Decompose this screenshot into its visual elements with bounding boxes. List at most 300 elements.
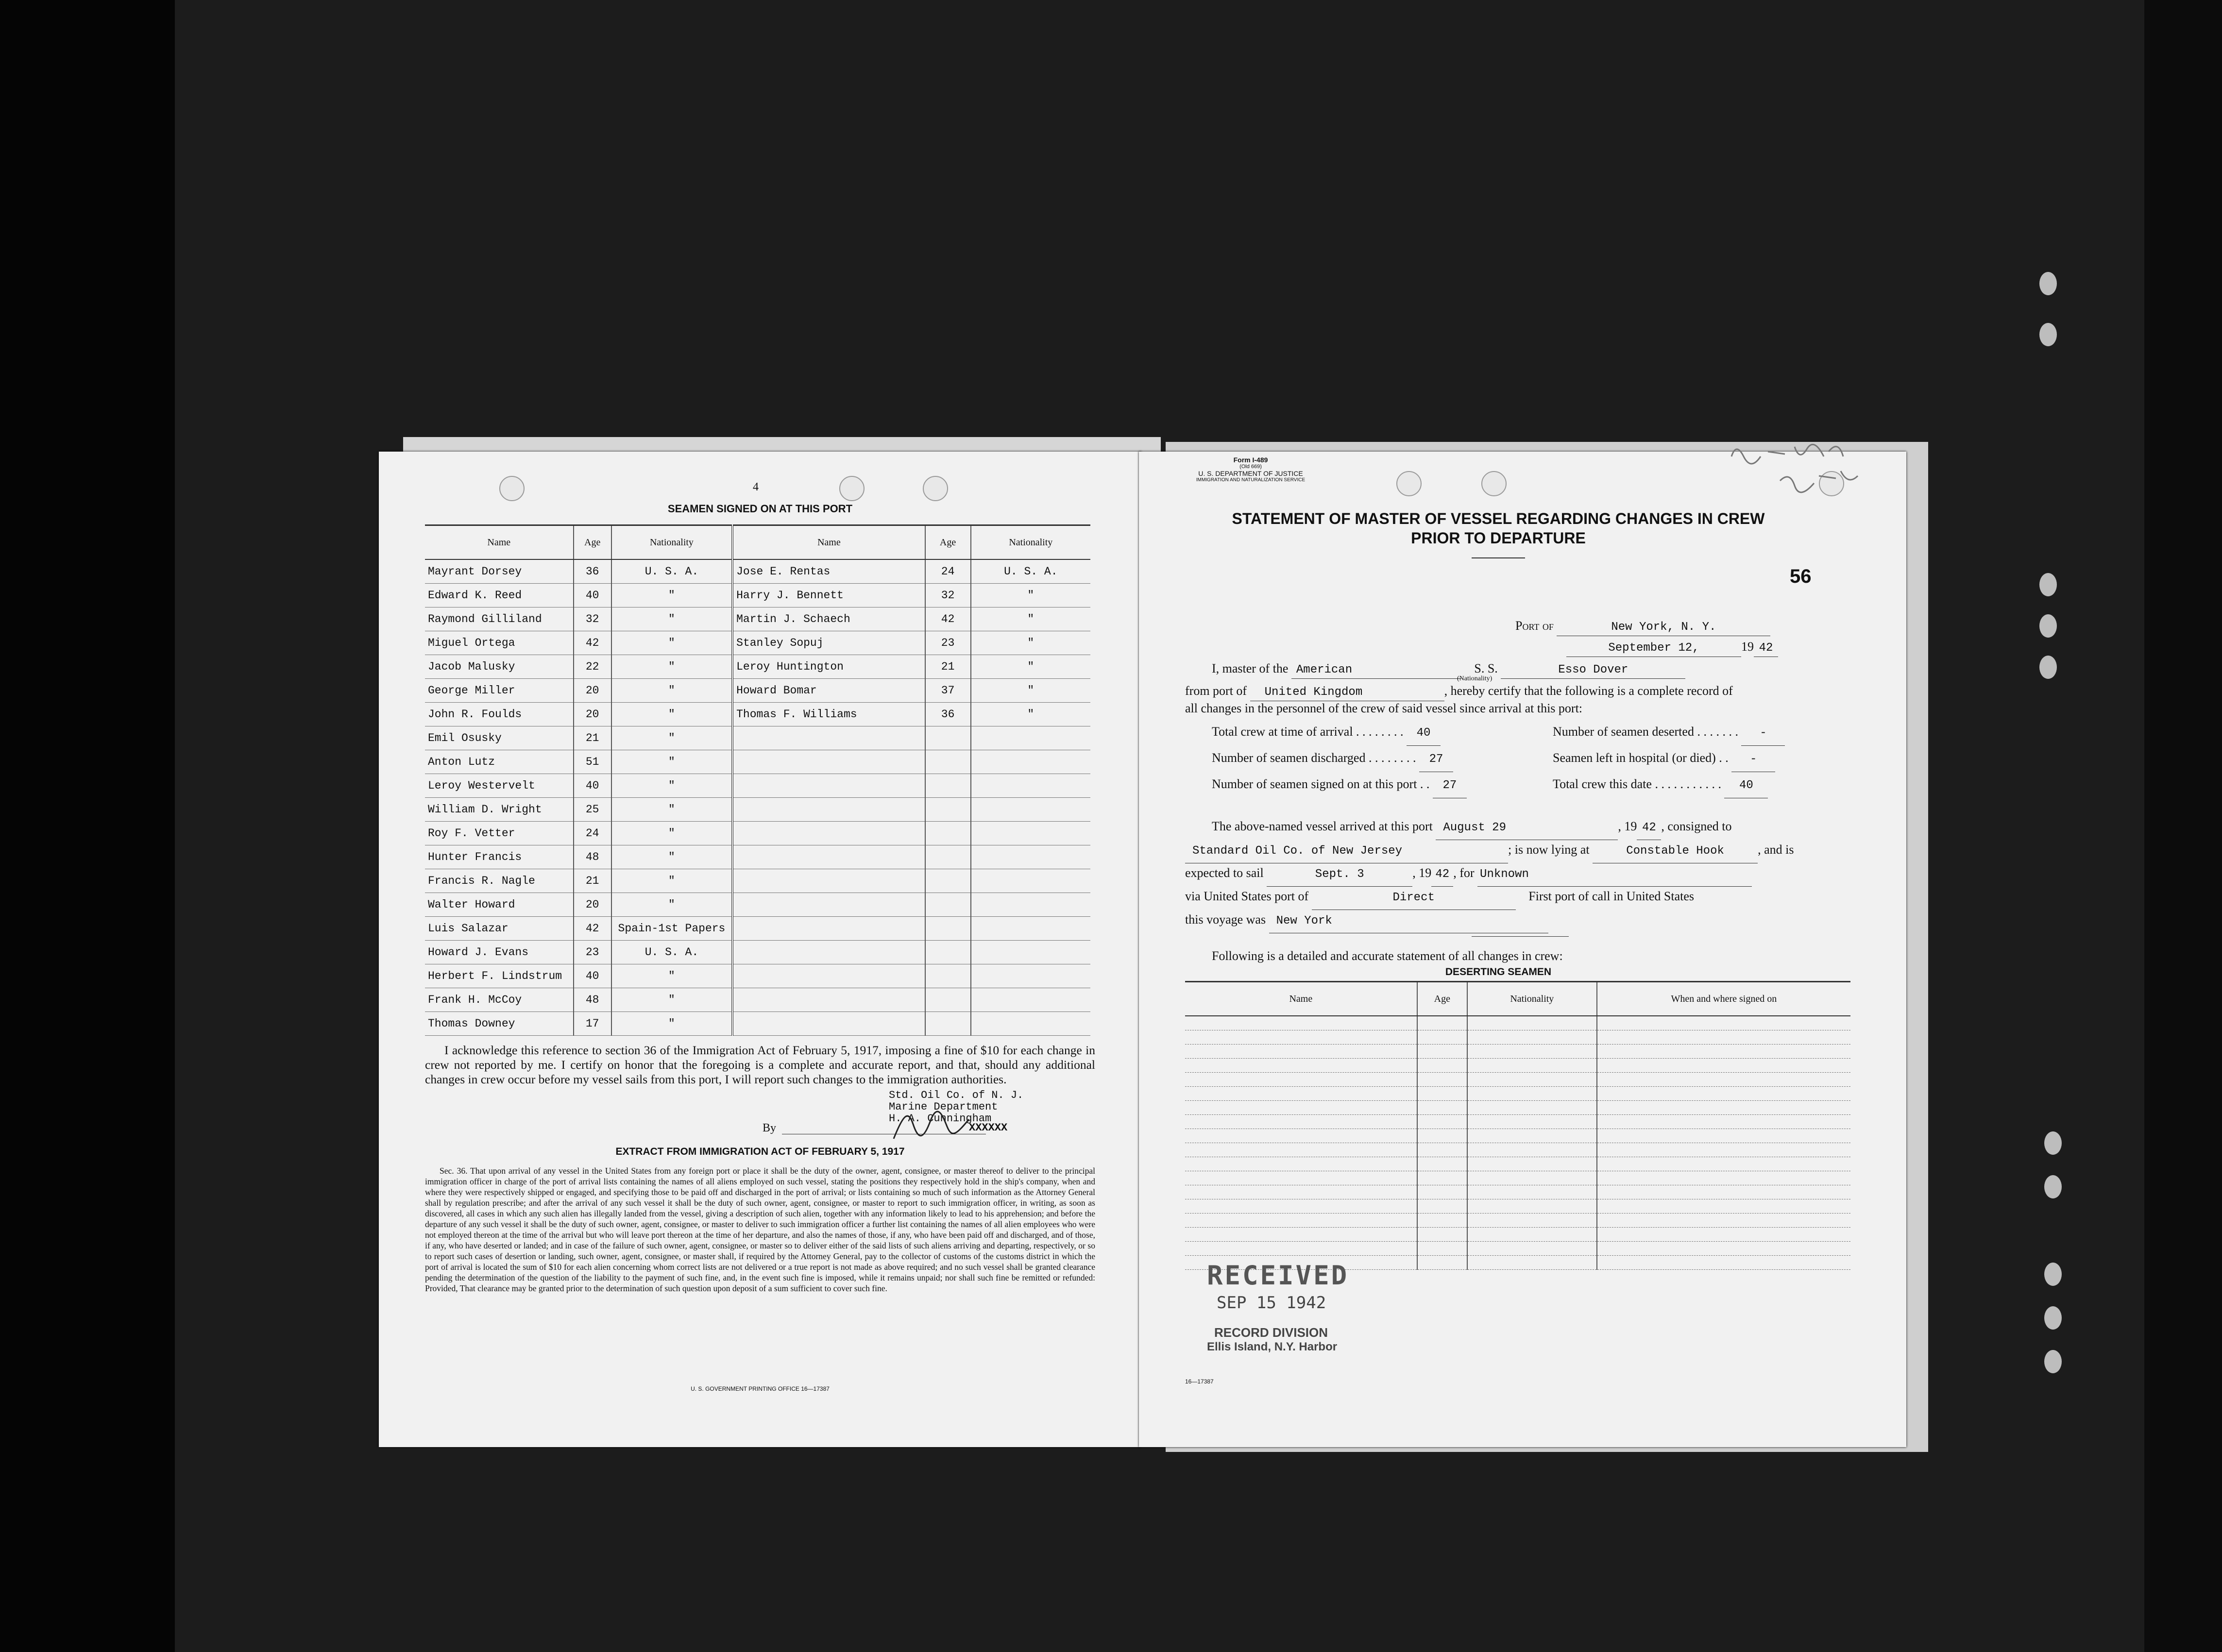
col-nationality: Nationality xyxy=(611,525,732,560)
empty-cell xyxy=(971,798,1090,822)
empty-cell xyxy=(1597,1157,1850,1171)
empty-cell xyxy=(1185,1157,1417,1171)
count-label: Number of seamen deserted xyxy=(1553,725,1694,739)
table-row xyxy=(1185,1059,1850,1073)
empty-cell xyxy=(1185,1087,1417,1101)
empty-cell xyxy=(1417,1073,1467,1087)
empty-cell xyxy=(971,774,1090,798)
col-age-2: Age xyxy=(925,525,971,560)
sprocket-hole xyxy=(2044,1306,2062,1330)
count-row: Seamen left in hospital (or died) . . - xyxy=(1553,746,1785,772)
empty-cell xyxy=(732,822,925,845)
empty-cell xyxy=(1185,1059,1417,1073)
empty-cell xyxy=(1417,1256,1467,1270)
from-port-label: from port of xyxy=(1185,684,1247,698)
empty-cell xyxy=(1417,1115,1467,1129)
seaman-name: Raymond Gilliland xyxy=(425,607,574,631)
extract-title: EXTRACT FROM IMMIGRATION ACT OF FEBRUARY 5, 1917 xyxy=(615,1146,905,1157)
empty-cell xyxy=(971,822,1090,845)
seaman-name: Thomas Downey xyxy=(425,1012,574,1036)
sail-date: Sept. 3 xyxy=(1267,863,1412,887)
empty-cell xyxy=(1467,1242,1597,1256)
table-row xyxy=(425,869,1090,893)
table-row xyxy=(425,750,1090,774)
for-value: Unknown xyxy=(1477,863,1752,887)
seaman-name: Harry J. Bennett xyxy=(732,584,925,607)
seaman-name: Hunter Francis xyxy=(425,845,574,869)
received-division: RECORD DIVISION xyxy=(1214,1325,1328,1340)
seaman-age: 37 xyxy=(925,679,971,703)
seaman-name: Frank H. McCoy xyxy=(425,988,574,1012)
col-age: Age xyxy=(1417,982,1467,1016)
empty-cell xyxy=(1597,1171,1850,1185)
sprocket-hole xyxy=(2039,656,2057,679)
col-nationality-2: Nationality xyxy=(971,525,1090,560)
empty-cell xyxy=(925,917,971,941)
empty-cell xyxy=(1597,1143,1850,1157)
master-line xyxy=(1212,660,1853,679)
seaman-name: Thomas F. Williams xyxy=(732,703,925,726)
handwritten-note xyxy=(1722,437,1867,500)
date-value: September 12, xyxy=(1566,640,1741,657)
empty-cell xyxy=(925,774,971,798)
seaman-age: 48 xyxy=(574,845,611,869)
ss-label: S. S. xyxy=(1474,661,1498,675)
acknowledgement-text: I acknowledge this reference to section 36 of the Immigration Act of February 5, 1917, imposing a fine of $10 for each change in crew not reported by me. I certify on honor that the foregoing is a complete and accurate report, and that, should any additional changes in crew occur before my vessel sails from this port, I will report such changes to the immigration authorities. xyxy=(425,1043,1095,1086)
seaman-name: Herbert F. Lindstrum xyxy=(425,964,574,988)
seaman-nationality: " xyxy=(971,703,1090,726)
master-signature xyxy=(889,1105,976,1144)
empty-cell xyxy=(1185,1045,1417,1059)
master-label: I, master of the xyxy=(1212,661,1289,675)
seaman-age: 17 xyxy=(574,1012,611,1036)
table-row xyxy=(1185,1185,1850,1199)
empty-cell xyxy=(1597,1129,1850,1143)
empty-cell xyxy=(1185,1214,1417,1228)
sprocket-hole xyxy=(2039,614,2057,638)
seaman-name: George Miller xyxy=(425,679,574,703)
table-row xyxy=(425,988,1090,1012)
count-row: Total crew this date . . . . . . . . . . . 40 xyxy=(1553,772,1785,798)
empty-cell xyxy=(1597,1242,1850,1256)
empty-cell xyxy=(1597,1101,1850,1115)
empty-cell xyxy=(732,845,925,869)
empty-cell xyxy=(1597,1059,1850,1073)
empty-cell xyxy=(732,774,925,798)
empty-cell xyxy=(732,964,925,988)
count-row: Number of seamen discharged . . . . . . . . 27 xyxy=(1212,746,1467,772)
seaman-name: Anton Lutz xyxy=(425,750,574,774)
deserting-title: DESERTING SEAMEN xyxy=(1445,966,1552,978)
sprocket-hole xyxy=(2044,1175,2062,1198)
table-row xyxy=(425,607,1090,631)
table-row xyxy=(425,798,1090,822)
nationality-caption: (Nationality) xyxy=(1457,675,1493,682)
service: IMMIGRATION AND NATURALIZATION SERVICE xyxy=(1196,477,1306,483)
counts-left xyxy=(1212,720,1467,798)
empty-cell xyxy=(732,750,925,774)
seaman-age: 23 xyxy=(925,631,971,655)
port-label: Port of xyxy=(1515,619,1554,633)
empty-cell xyxy=(732,726,925,750)
seaman-nationality: " xyxy=(611,964,732,988)
seaman-name: Leroy Westervelt xyxy=(425,774,574,798)
empty-cell xyxy=(732,1012,925,1036)
empty-cell xyxy=(1467,1101,1597,1115)
right-printer-line: 16—17387 xyxy=(1185,1378,1214,1385)
department: U. S. DEPARTMENT OF JUSTICE xyxy=(1198,470,1303,477)
for-label: , for xyxy=(1453,866,1475,880)
seaman-nationality: " xyxy=(611,774,732,798)
seaman-age: 20 xyxy=(574,703,611,726)
empty-cell xyxy=(1597,1228,1850,1242)
seaman-nationality: " xyxy=(611,679,732,703)
title-rule xyxy=(1472,557,1525,558)
film-left-edge xyxy=(0,0,175,1652)
sprocket-hole xyxy=(2044,1131,2062,1155)
empty-cell xyxy=(925,845,971,869)
empty-cell xyxy=(1417,1045,1467,1059)
seaman-nationality: " xyxy=(611,1012,732,1036)
year-prefix: 19 xyxy=(1741,640,1754,654)
empty-cell xyxy=(1185,1073,1417,1087)
empty-cell xyxy=(1467,1199,1597,1214)
table-row xyxy=(425,584,1090,607)
signature-suffix: XXXXXX xyxy=(969,1122,1008,1134)
printer-line: U. S. GOVERNMENT PRINTING OFFICE 16—17387 xyxy=(691,1385,830,1392)
count-row: Number of seamen signed on at this port . . 27 xyxy=(1212,772,1467,798)
table-row xyxy=(1185,1199,1850,1214)
table-row xyxy=(425,726,1090,750)
empty-cell xyxy=(1597,1045,1850,1059)
seaman-age: 36 xyxy=(574,559,611,584)
received-date: SEP 15 1942 xyxy=(1217,1293,1326,1313)
stamp-line: Std. Oil Co. of N. J. xyxy=(889,1089,1024,1101)
table-row xyxy=(425,559,1090,584)
received-word: RECEIVED xyxy=(1207,1260,1349,1291)
table-row xyxy=(1185,1030,1850,1045)
seaman-age: 24 xyxy=(925,559,971,584)
empty-cell xyxy=(1467,1143,1597,1157)
empty-cell xyxy=(1467,1185,1597,1199)
count-label: Number of seamen signed on at this port xyxy=(1212,777,1417,791)
counts-right xyxy=(1553,720,1785,798)
empty-cell xyxy=(1467,1030,1597,1045)
empty-cell xyxy=(1467,1045,1597,1059)
empty-cell xyxy=(1417,1143,1467,1157)
table-row xyxy=(425,679,1090,703)
date-line xyxy=(1566,639,1778,657)
empty-cell xyxy=(1185,1185,1417,1199)
seaman-nationality: " xyxy=(971,607,1090,631)
arrived-year-prefix: , 19 xyxy=(1618,819,1637,833)
seaman-age: 51 xyxy=(574,750,611,774)
empty-cell xyxy=(1185,1030,1417,1045)
punch-hole xyxy=(1396,471,1422,496)
table-row xyxy=(1185,1171,1850,1185)
seaman-age: 21 xyxy=(574,869,611,893)
lying-label: ; is now lying at xyxy=(1508,843,1590,857)
empty-cell xyxy=(1597,1185,1850,1199)
empty-cell xyxy=(1597,1199,1850,1214)
consignee: Standard Oil Co. of New Jersey xyxy=(1185,840,1508,863)
seaman-age: 20 xyxy=(574,893,611,917)
sail-line xyxy=(1185,861,1752,887)
empty-cell xyxy=(1417,1171,1467,1185)
seaman-age: 36 xyxy=(925,703,971,726)
empty-cell xyxy=(1417,1157,1467,1171)
empty-cell xyxy=(925,726,971,750)
seaman-nationality: " xyxy=(611,845,732,869)
certify-text-2: all changes in the personnel of the crew of said vessel since arrival at this port: xyxy=(1185,701,1583,715)
empty-cell xyxy=(1467,1171,1597,1185)
count-value: - xyxy=(1731,747,1775,772)
table-row xyxy=(1185,1087,1850,1101)
empty-cell xyxy=(925,988,971,1012)
empty-cell xyxy=(1185,1016,1417,1030)
col-name-2: Name xyxy=(732,525,925,560)
empty-cell xyxy=(971,1012,1090,1036)
empty-cell xyxy=(1467,1059,1597,1073)
table-row xyxy=(1185,1242,1850,1256)
seamen-signed-on-table xyxy=(425,524,1090,1036)
seaman-nationality: " xyxy=(611,703,732,726)
seaman-name: Mayrant Dorsey xyxy=(425,559,574,584)
col-name: Name xyxy=(425,525,574,560)
table-row xyxy=(425,655,1090,679)
empty-cell xyxy=(971,964,1090,988)
empty-cell xyxy=(1467,1115,1597,1129)
count-value: 40 xyxy=(1724,774,1768,798)
empty-cell xyxy=(1417,1087,1467,1101)
empty-cell xyxy=(1467,1129,1597,1143)
seaman-name: Luis Salazar xyxy=(425,917,574,941)
from-port-line xyxy=(1185,683,1860,701)
year-value: 42 xyxy=(1754,640,1778,657)
seaman-nationality: " xyxy=(611,631,732,655)
seaman-name: Leroy Huntington xyxy=(732,655,925,679)
seaman-nationality: " xyxy=(611,584,732,607)
empty-cell xyxy=(1417,1030,1467,1045)
count-value: 27 xyxy=(1433,774,1467,798)
left-page xyxy=(379,452,1141,1447)
empty-cell xyxy=(1467,1157,1597,1171)
table-row xyxy=(425,703,1090,726)
table-row xyxy=(1185,1101,1850,1115)
col-nationality: Nationality xyxy=(1467,982,1597,1016)
punch-hole xyxy=(923,476,948,501)
seaman-age: 42 xyxy=(574,631,611,655)
right-page xyxy=(1139,452,1906,1447)
seaman-age: 42 xyxy=(574,917,611,941)
empty-cell xyxy=(732,798,925,822)
empty-cell xyxy=(971,869,1090,893)
seaman-name: Martin J. Schaech xyxy=(732,607,925,631)
sprocket-hole xyxy=(2039,573,2057,596)
punch-hole xyxy=(499,476,525,501)
empty-cell xyxy=(971,750,1090,774)
table-row xyxy=(1185,1115,1850,1129)
table-row xyxy=(1185,1073,1850,1087)
empty-cell xyxy=(1597,1016,1850,1030)
seaman-nationality: U. S. A. xyxy=(971,559,1090,584)
count-label: Seamen left in hospital (or died) xyxy=(1553,751,1716,765)
col-age: Age xyxy=(574,525,611,560)
empty-cell xyxy=(1417,1185,1467,1199)
seaman-name: William D. Wright xyxy=(425,798,574,822)
sail-year: 42 xyxy=(1431,863,1453,887)
seaman-age: 42 xyxy=(925,607,971,631)
arrived-date: August 29 xyxy=(1436,816,1618,840)
count-label: Total crew at time of arrival xyxy=(1212,725,1353,739)
empty-cell xyxy=(1417,1242,1467,1256)
seaman-name: Roy F. Vetter xyxy=(425,822,574,845)
seaman-name: Edward K. Reed xyxy=(425,584,574,607)
empty-cell xyxy=(971,941,1090,964)
empty-cell xyxy=(1597,1073,1850,1087)
table-row xyxy=(425,941,1090,964)
table-row xyxy=(425,964,1090,988)
table-row xyxy=(1185,1214,1850,1228)
seaman-nationality: " xyxy=(971,584,1090,607)
arrived-year: 42 xyxy=(1637,816,1661,840)
count-label: Total crew this date xyxy=(1553,777,1652,791)
empty-cell xyxy=(732,869,925,893)
voyage-rule xyxy=(1472,936,1569,937)
port-line xyxy=(1515,618,1770,636)
seaman-age: 40 xyxy=(574,584,611,607)
seaman-nationality: " xyxy=(611,726,732,750)
count-label: Number of seamen discharged xyxy=(1212,751,1366,765)
count-row: Number of seamen deserted . . . . . . . - xyxy=(1553,720,1785,746)
table-row xyxy=(1185,1228,1850,1242)
empty-cell xyxy=(925,893,971,917)
empty-cell xyxy=(1467,1256,1597,1270)
col-name: Name xyxy=(1185,982,1417,1016)
seaman-nationality: U. S. A. xyxy=(611,559,732,584)
empty-cell xyxy=(1185,1171,1417,1185)
seaman-nationality: " xyxy=(611,655,732,679)
voyage-value: New York xyxy=(1269,910,1548,933)
sprocket-hole xyxy=(2044,1263,2062,1286)
empty-cell xyxy=(1597,1115,1850,1129)
empty-cell xyxy=(732,988,925,1012)
empty-cell xyxy=(971,726,1090,750)
table-row xyxy=(425,845,1090,869)
empty-cell xyxy=(1185,1129,1417,1143)
form-header xyxy=(1178,456,1323,484)
seaman-age: 21 xyxy=(925,655,971,679)
table-row xyxy=(425,822,1090,845)
seaman-name: Jacob Malusky xyxy=(425,655,574,679)
seaman-age: 24 xyxy=(574,822,611,845)
film-right-edge xyxy=(2144,0,2222,1652)
empty-cell xyxy=(1467,1016,1597,1030)
seaman-age: 40 xyxy=(574,774,611,798)
seaman-name: John R. Foulds xyxy=(425,703,574,726)
empty-cell xyxy=(1185,1242,1417,1256)
seaman-name: Howard J. Evans xyxy=(425,941,574,964)
table-row xyxy=(425,1012,1090,1036)
seaman-nationality: U. S. A. xyxy=(611,941,732,964)
voyage-line xyxy=(1185,908,1548,933)
following-text: Following is a detailed and accurate statement of all changes in crew: xyxy=(1212,949,1563,963)
seaman-nationality: " xyxy=(611,607,732,631)
empty-cell xyxy=(1417,1199,1467,1214)
seaman-nationality: " xyxy=(971,655,1090,679)
seaman-name: Jose E. Rentas xyxy=(732,559,925,584)
consignee-line xyxy=(1185,838,1794,863)
empty-cell xyxy=(1597,1256,1850,1270)
empty-cell xyxy=(1467,1073,1597,1087)
sheet-number: 56 xyxy=(1790,566,1812,587)
seaman-nationality: " xyxy=(611,869,732,893)
section-title: SEAMEN SIGNED ON AT THIS PORT xyxy=(667,503,853,515)
seaman-name: Miguel Ortega xyxy=(425,631,574,655)
seaman-name: Howard Bomar xyxy=(732,679,925,703)
sail-year-prefix: , 19 xyxy=(1412,866,1432,880)
empty-cell xyxy=(1417,1214,1467,1228)
stamp-line: Marine Department xyxy=(889,1101,998,1113)
empty-cell xyxy=(925,869,971,893)
seaman-age: 32 xyxy=(925,584,971,607)
empty-cell xyxy=(1185,1199,1417,1214)
empty-cell xyxy=(925,750,971,774)
empty-cell xyxy=(1467,1214,1597,1228)
via-line xyxy=(1185,885,1694,910)
empty-cell xyxy=(1597,1030,1850,1045)
certify-text: , hereby certify that the following is a complete record of xyxy=(1444,684,1733,698)
punch-hole xyxy=(839,476,865,501)
seaman-name: Walter Howard xyxy=(425,893,574,917)
seaman-nationality: " xyxy=(611,893,732,917)
sprocket-hole xyxy=(2039,323,2057,346)
received-place: Ellis Island, N.Y. Harbor xyxy=(1207,1340,1338,1353)
punch-hole xyxy=(1481,471,1507,496)
empty-cell xyxy=(1185,1228,1417,1242)
received-stamp xyxy=(1207,1260,1349,1354)
voyage-label: this voyage was xyxy=(1185,912,1266,927)
seaman-age: 32 xyxy=(574,607,611,631)
ship-name: Esso Dover xyxy=(1501,662,1685,679)
empty-cell xyxy=(1467,1087,1597,1101)
form-number: Form I-489 xyxy=(1233,456,1268,464)
empty-cell xyxy=(1467,1228,1597,1242)
extract-text: Sec. 36. That upon arrival of any vessel in the United States from any foreign port or place it shall be the duty of the owner, agent, consignee, or master thereof to deliver to the principal immigration officer in charge of the port of arrival lists containing the names of all aliens employed on such vessel, stating the positions they respectively hold in the ship's company, when and where they were respectively shipped or engaged, and specifying those to be paid off and discharged in the port of arrival; or lists containing so much of such information as the Attorney General shall by regulation prescribe; and after the arrival of any such vessel it shall be the duty of such owner, agent, consignee, or master to report to such immigration officer, in writing, as soon as discovered, all cases in which any such alien has illegally landed from the vessel, giving a description of such alien, together with any information likely to lead to his apprehension; and before the departure of any such vessel it shall be the duty of such owner, agent, consignee, or master to deliver to such immigration officer a further list containing the names of all alien employees who were not employed thereon at the time of the arrival but who will leave port thereon at the time of her departure, and also the names of those, if any, who have been paid off and discharged, and of those, if any, who have deserted or landed; and in case of the failure of such owner, agent, consignee, or master so to deliver either of the said lists of such aliens arriving and departing, respectively, or so to report such cases of desertion or landing, such owner, agent, consignee, or master shall, if required by the Attorney General, pay to the collector of customs of the customs district in which the port of arrival is located the sum of $10 for each alien concerning whom correct lists are not delivered or a true report is not made as above required; and no such vessel shall be granted clearance pending the determination of the question of the liability to the payment of such fine, and, in the event such fine is imposed, while it remains unpaid; nor shall such fine be remitted or refunded: Provided, That clearance may be granted prior to the determination of such question upon deposit of a sum sufficient to cover such fine. xyxy=(425,1166,1095,1293)
seaman-age: 23 xyxy=(574,941,611,964)
empty-cell xyxy=(971,845,1090,869)
seaman-age: 20 xyxy=(574,679,611,703)
table-row xyxy=(1185,1129,1850,1143)
empty-cell xyxy=(971,988,1090,1012)
via-label: via United States port of xyxy=(1185,889,1309,903)
empty-cell xyxy=(1417,1129,1467,1143)
empty-cell xyxy=(1417,1059,1467,1073)
seaman-name: Emil Osusky xyxy=(425,726,574,750)
empty-cell xyxy=(732,941,925,964)
by-label: By xyxy=(763,1122,777,1134)
empty-cell xyxy=(1597,1087,1850,1101)
table-row xyxy=(1185,1016,1850,1030)
empty-cell xyxy=(1185,1143,1417,1157)
empty-cell xyxy=(925,964,971,988)
seaman-nationality: " xyxy=(611,988,732,1012)
empty-cell xyxy=(925,798,971,822)
page-number: 4 xyxy=(753,481,759,493)
empty-cell xyxy=(925,822,971,845)
sprocket-hole xyxy=(2044,1350,2062,1373)
empty-cell xyxy=(925,1012,971,1036)
